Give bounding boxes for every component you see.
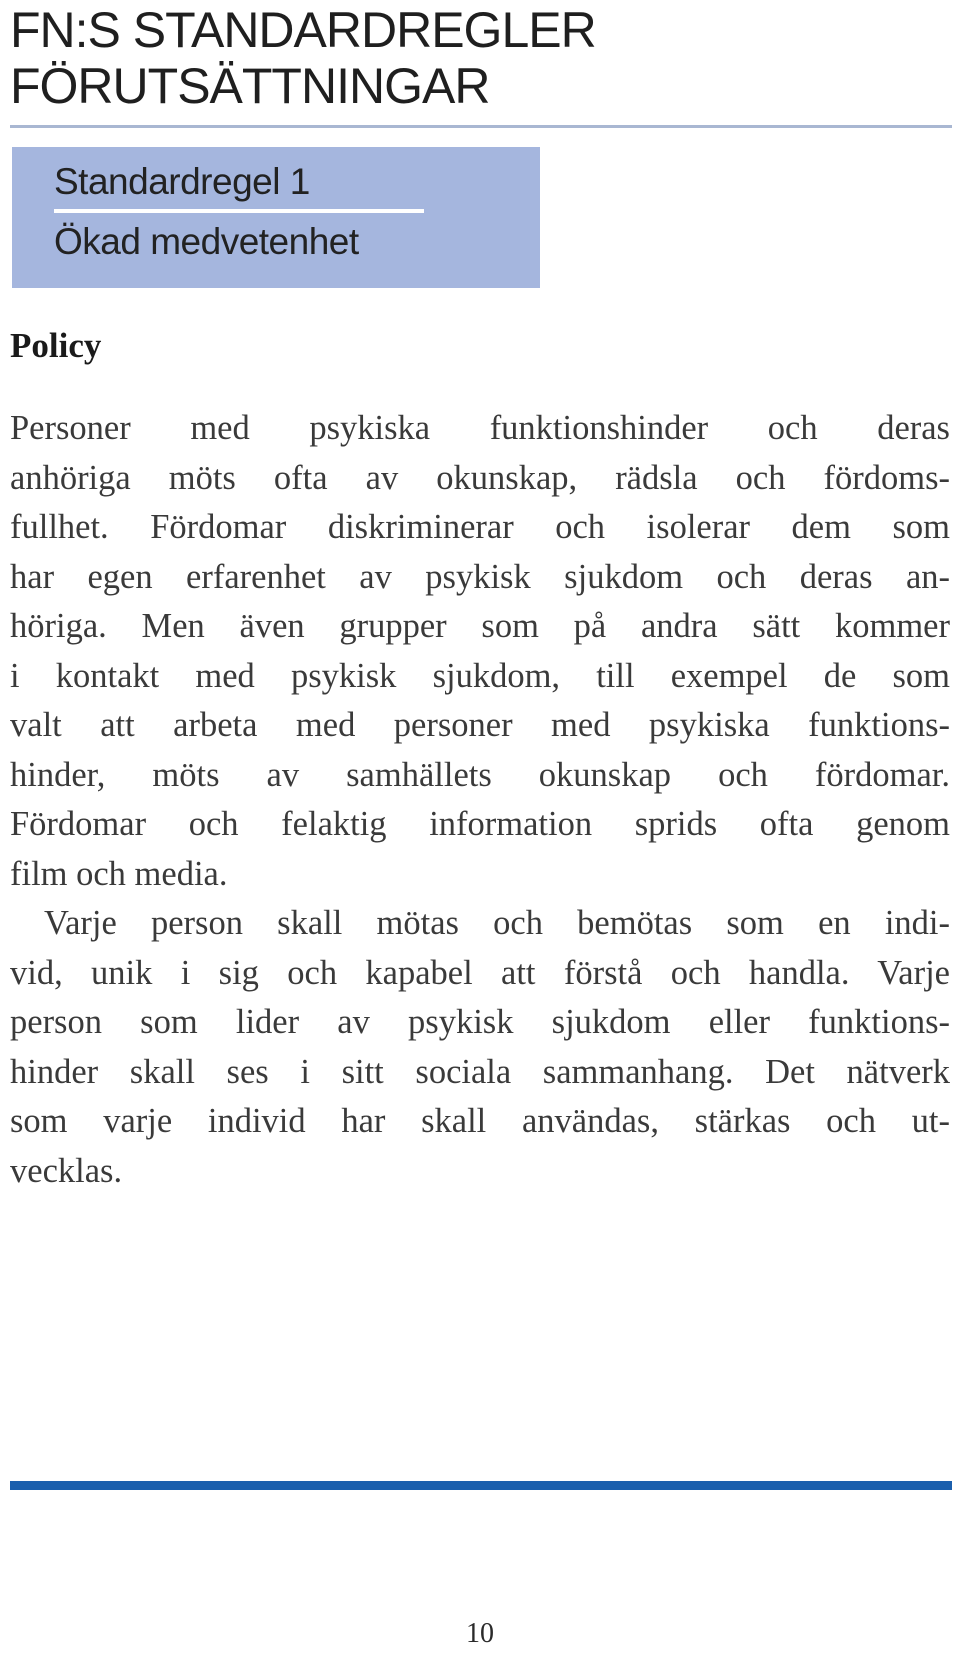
banner-divider [54, 209, 424, 213]
text-line: Personer med psykiska funktionshinder och deras [10, 409, 950, 447]
text-line: i kontakt med psykisk sjukdom, till exempel de som [10, 656, 950, 695]
section-heading: Policy [10, 326, 102, 365]
paragraph-2 [10, 899, 950, 1196]
text-line: hinder, möts av samhällets okunskap och fördomar. [10, 755, 950, 794]
text-line: person som lider av psykisk sjukdom eller funktions- [10, 1003, 950, 1041]
rule-number: Standardregel 1 [54, 161, 310, 202]
text-line: vid, unik i sig och kapabel att förstå och handla. Varje [10, 953, 950, 992]
text-line: Fördomar och felaktig information sprids ofta genom [10, 805, 950, 843]
page-number: 10 [466, 1618, 494, 1649]
rule-name: Ökad medvetenhet [54, 221, 359, 262]
text-line: har egen erfarenhet av psykisk sjukdom och deras an- [10, 557, 950, 596]
text-line: valt att arbeta med personer med psykiska funktions- [10, 706, 950, 744]
page-title [10, 2, 596, 114]
text-line: film och media. [10, 854, 228, 893]
text-line: anhöriga möts ofta av okunskap, rädsla och fördoms- [10, 458, 950, 497]
text-line: som varje individ har skall användas, stärkas och ut- [10, 1102, 950, 1140]
title-divider [10, 125, 952, 128]
body-text [10, 404, 950, 1196]
footer-divider [10, 1481, 952, 1490]
text-line: fullhet. Fördomar diskriminerar och isolerar dem som [10, 508, 950, 546]
text-line: höriga. Men även grupper som på andra sätt kommer [10, 607, 950, 645]
title-line-2: FÖRUTSÄTTNINGAR [10, 58, 490, 114]
text-line: hinder skall ses i sitt sociala sammanhang. Det nätverk [10, 1052, 950, 1091]
text-line: Varje person skall mötas och bemötas som en indi- [44, 904, 950, 942]
rule-banner [12, 147, 540, 288]
title-line-1: FN:S STANDARDREGLER [10, 2, 596, 58]
paragraph-1 [10, 404, 950, 899]
text-line: vecklas. [10, 1151, 123, 1190]
